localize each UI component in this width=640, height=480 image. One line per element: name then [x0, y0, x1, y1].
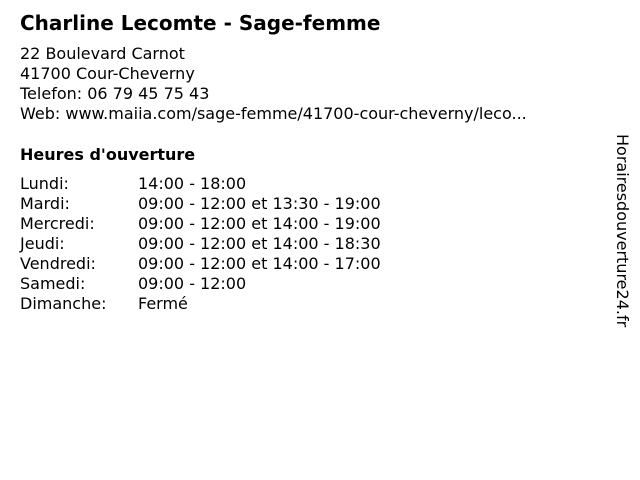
site-watermark: Horairesdouverture24.fr [613, 134, 632, 328]
day-label: Samedi: [20, 274, 86, 293]
phone-number: Telefon: 06 79 45 75 43 [20, 84, 210, 103]
time-value: 09:00 - 12:00 [138, 274, 247, 293]
day-label: Mercredi: [20, 214, 95, 233]
day-label: Lundi: [20, 174, 69, 193]
city-postal: 41700 Cour-Cheverny [20, 64, 195, 83]
address-block [20, 44, 527, 124]
time-value: 09:00 - 12:00 et 14:00 - 17:00 [138, 254, 381, 273]
business-title: Charline Lecomte - Sage-femme [20, 11, 381, 35]
time-value: Fermé [138, 294, 188, 313]
time-value: 09:00 - 12:00 et 14:00 - 19:00 [138, 214, 381, 233]
street-address: 22 Boulevard Carnot [20, 44, 185, 63]
time-value: 14:00 - 18:00 [138, 174, 247, 193]
hours-heading: Heures d'ouverture [20, 145, 196, 164]
day-label: Vendredi: [20, 254, 96, 273]
website-link[interactable]: Web: www.maiia.com/sage-femme/41700-cour-cheverny/leco... [20, 104, 527, 123]
day-label: Jeudi: [20, 234, 65, 253]
day-label: Dimanche: [20, 294, 107, 313]
time-value: 09:00 - 12:00 et 14:00 - 18:30 [138, 234, 381, 253]
time-value: 09:00 - 12:00 et 13:30 - 19:00 [138, 194, 381, 213]
day-label: Mardi: [20, 194, 70, 213]
